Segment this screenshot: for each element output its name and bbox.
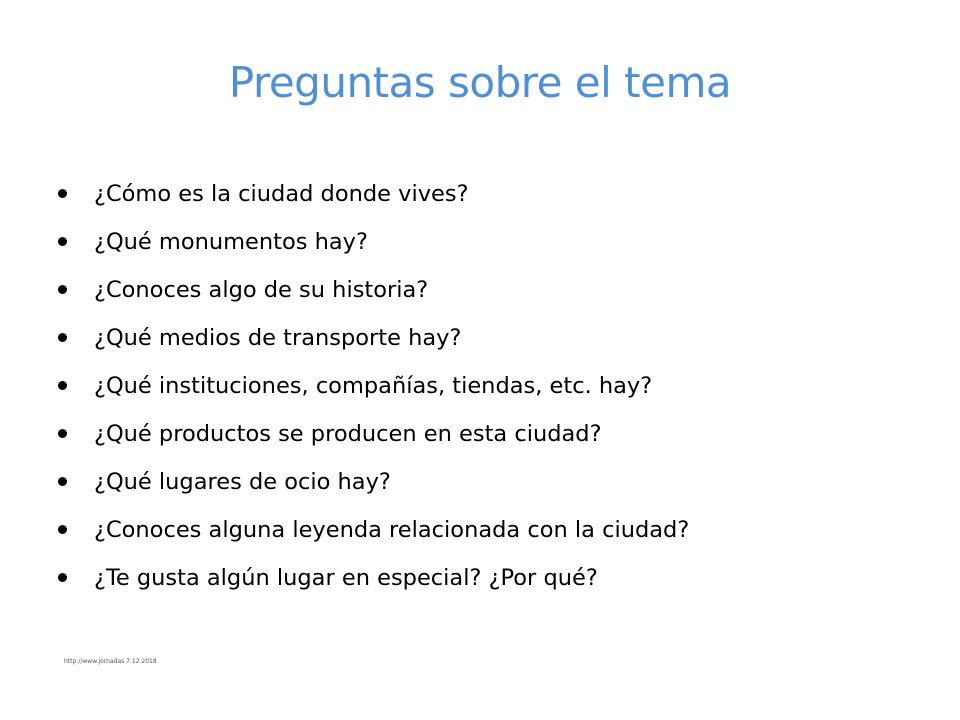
bullet-icon	[58, 477, 67, 486]
bullet-text: ¿Qué lugares de ocio hay?	[94, 469, 391, 495]
bullet-item	[58, 410, 918, 458]
bullet-icon	[58, 525, 67, 534]
bullet-icon	[58, 285, 67, 294]
bullet-item	[58, 170, 918, 218]
bullet-item	[58, 314, 918, 362]
bullet-text: ¿Conoces alguna leyenda relacionada con la ciudad?	[94, 517, 690, 543]
bullet-icon	[58, 381, 67, 390]
bullet-text: ¿Qué monumentos hay?	[94, 229, 368, 255]
bullet-text: ¿Cómo es la ciudad donde vives?	[94, 181, 469, 207]
bullet-item	[58, 266, 918, 314]
bullet-text: ¿Te gusta algún lugar en especial? ¿Por qué?	[94, 565, 598, 591]
bullet-icon	[58, 333, 67, 342]
bullet-text: ¿Conoces algo de su historia?	[94, 277, 429, 303]
bullet-icon	[58, 429, 67, 438]
bullet-icon	[58, 189, 67, 198]
bullet-item	[58, 362, 918, 410]
bullet-icon	[58, 573, 67, 582]
bullet-item	[58, 506, 918, 554]
bullet-icon	[58, 237, 67, 246]
bullet-text: ¿Qué instituciones, compañías, tiendas, etc. hay?	[94, 373, 653, 399]
footer-note: http://www.jornadas 7.12.2018	[64, 658, 157, 665]
bullet-item	[58, 554, 918, 602]
bullet-text: ¿Qué productos se producen en esta ciudad?	[94, 421, 602, 447]
bullet-item	[58, 218, 918, 266]
bullet-text: ¿Qué medios de transporte hay?	[94, 325, 462, 351]
slide-title: Preguntas sobre el tema	[228, 58, 732, 107]
bullet-item	[58, 458, 918, 506]
bullet-list	[58, 170, 918, 602]
